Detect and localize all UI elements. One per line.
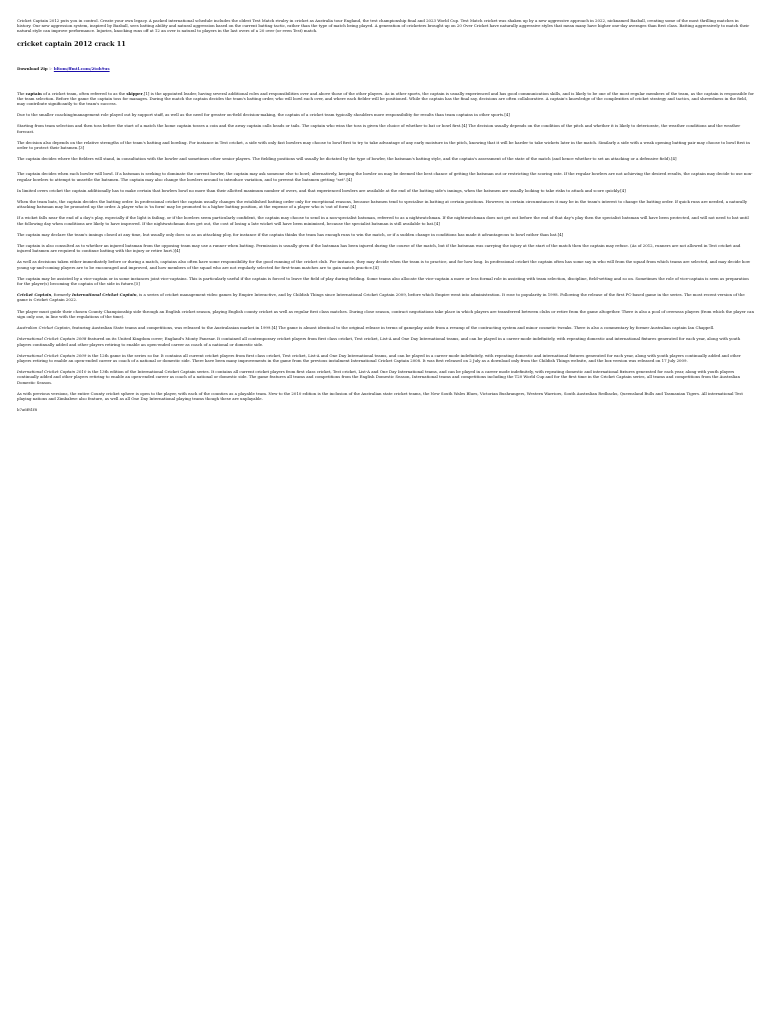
paragraph-rest: , featuring Australian State teams and competitions, was released to the Australasian market in 1999.[4] The game is almost identical to the original release in terms of gameplay aside from a revamp of the contracting system and minor cosmetic tweaks. There is also a commentary by former Australian captain Ian Chappell. <box>69 325 715 331</box>
paragraph-rest: of a cricket team, often referred to as the <box>41 90 127 96</box>
paragraph-lead: The captain decides when each bowler will bowl. If a batsman is seeking to dominate the current bowler, the captain may ask someone else to bowl; alternatively, keeping the bowler on may be deemed the best chance of getting the batsman out or restricting the scoring rate. If the regular bowlers are not achieving the desired results, the captain may decide to use non-regular bowlers to attempt to unsettle the batsmen. The captain may also change the bowlers around to introduce variation, and to prevent the batsmen getting "set".[4] <box>17 171 753 182</box>
paragraph-lead: The captain decides where the fielders will stand, in consultation with the bowler and sometimes other senior players. The fielding positions will usually be dictated by the type of bowler, the batsman's batting style, and the captain's assessment of the state of the match (and hence whether to set an attacking or a defensive field).[4] <box>17 156 677 162</box>
article-body <box>17 91 754 402</box>
article-paragraph <box>17 91 754 107</box>
paragraph-lead: Starting from team selection and then toss before the start of a match the home captain tosses a coin and the away captain calls heads or tails. The captain who wins the toss is given the choice of whether to bat or bowl first.[4] The decision usually depends on the condition of the pitch and whether it is likely to deteriorate, the weather conditions and the weather forecast. <box>17 123 741 134</box>
paragraph-bold: Cricket Captain <box>17 292 52 298</box>
paragraph-lead: The player must guide their chosen County Championship side through an English cricket season, playing English county cricket as well as regular first class matches. During close season, contract negotiations take place in which players are transferred between clubs or retire from the game altogether. There is also a pool of overseas players (from which the player can sign only one, in line with the regulations of the time). <box>17 308 754 319</box>
article-paragraph <box>17 188 754 193</box>
paragraph-bold2: skipper <box>126 90 143 96</box>
paragraph-rest2: , is a series of cricket management video games by Empire Interactive, and by Childish Things since International Cricket Captain 2009, before which Empire went into administration. It rose to popularity in 1998. Following the release of the first PC-based game in the series. The most recent version of the game is Cricket Captain 2022. <box>17 292 745 303</box>
download-label: Download Zip <box>17 65 48 71</box>
paragraph-rest: , formerly <box>51 292 72 298</box>
article-paragraph <box>17 276 754 286</box>
paragraph-lead: Due to the smaller coaching/management role played out by support staff, as well as the need for greater on-field decision-making, the captain of a cricket team typically shoulders more responsibility for results than team captains in other sports.[4] <box>17 112 510 118</box>
article-paragraph <box>17 259 754 269</box>
article-paragraph <box>17 140 754 150</box>
article-paragraph <box>17 123 754 133</box>
article-paragraph <box>17 215 754 225</box>
download-connector: ☞ <box>47 65 54 71</box>
article-paragraph <box>17 112 754 117</box>
article-paragraph <box>17 292 754 302</box>
paragraph-lead: The captain may declare the team's innings closed at any time, but usually only does so as an attacking ploy, for instance if the captain thinks the team has enough runs to win the match, or if a sudden change in conditions has made it advantageous to bowl rather than bat.[4] <box>17 231 564 237</box>
paragraph-rest2: ,[1] is the appointed leader, having several additional roles and responsibilities over and above those of the other players. As in other sports, the captain is usually experienced and has good communication skills, and is likely to be one of the most regular members of the team, as the captain is responsible for the team selection. Before the game the captain toss for manages. During the match the captain decides the team's batting order, who will bowl each over, and where each fielder will be positioned. While the captain has the final say, decisions are often collaborative. A captain's knowledge of the complexities of cricket strategy and tactics, and shrewdness in the field, may contribute significantly to the team's success. <box>17 90 754 107</box>
article-paragraph <box>17 391 754 401</box>
article-paragraph <box>17 309 754 319</box>
paragraph-lead: In limited overs cricket the captain additionally has to make certain that bowlers bowl no more than their allotted maximum number of overs, and that experienced bowlers are available at the end of the batting side's innings, when the batsmen are usually looking to take risks to attack and score quickly.[4] <box>17 187 626 193</box>
paragraph-lead: If a wicket falls near the end of a day's play, especially if the light is failing, or if the bowlers seem particularly confident, the captain may choose to send in a non-specialist batsman, referred to as a nightwatchman. If the nightwatchman does not get out before the end of that day's play then the specialist batsman will have been protected, and will not need to bat until the following day when conditions are likely to have improved. If the nightwatchman does get out, the cost of losing a late wicket will have been minimised, because the specialist batsman is still available to bat.[4] <box>17 215 749 226</box>
paragraph-bold: captain <box>25 90 42 96</box>
paragraph-lead: When the team bats, the captain decides the batting order. In professional cricket the captain usually changes the established batting order only for exceptional reasons, because batsmen tend to specialise in batting at certain positions. However, in certain circumstances it may be in the team's interest to change the batting order. If quick runs are needed, a naturally attacking batsman may be promoted up the order. A player who is 'in form' may be promoted to a higher batting position, at the expense of a player who is 'out of form'.[4] <box>17 199 748 210</box>
article-paragraph <box>17 156 754 161</box>
paragraph-lead: The decision also depends on the relative strengths of the team's batting and bowling. For instance in Test cricket, a side with only fast bowlers may choose to bowl first to try to take advantage of any early moisture in the pitch, knowing that it will be harder to take wickets later in the match. Similarly a side with a weak opening batting pair may choose to bowl first in order to protect their batsmen.[3] <box>17 139 750 151</box>
page-title: cricket captain 2012 crack 11 <box>17 39 126 48</box>
article-paragraph <box>17 325 754 330</box>
article-paragraph <box>17 199 754 209</box>
footer-hash: b7a6f81f8 <box>17 407 38 413</box>
paragraph-italic: International Cricket Captain 2010 <box>17 369 87 375</box>
paragraph-lead: As well as decisions taken either immediately before or during a match, captains also often have some responsibility for the good running of the cricket club. For instance, they may decide when the team is to practice, and for how long. In professional cricket the captain often has some say in who will from the squad from which teams are selected, and may decide how young up-and-coming players are to be encouraged and improved, and how members of the squad who are not regularly selected for first-team matches are to gain match practice.[4] <box>17 259 751 270</box>
article-paragraph <box>17 243 754 253</box>
paragraph-lead: The captain is also consulted as to whether an injured batsman from the opposing team may use a runner when batting. Permission is usually given if the batsman has been injured during the course of the match, but if the batsman was carrying the injury at the start of the match then the captain may refuse. (As of 2012, runners are not allowed in Test cricket and injured batsmen are required to continue batting with the injury or retire hurt.)[4] <box>17 243 741 254</box>
paragraph-italic: International Cricket Captain 2009 <box>17 352 87 358</box>
article-paragraph <box>17 369 754 385</box>
article-paragraph <box>17 171 754 181</box>
paragraph-lead: As with previous versions, the entire County cricket sphere is open to the player, with each of the counties as a playable team. New to the 2010 edition is the inclusion of the Australian state cricket teams, the New South Wales Blues, Victorian Bushrangers, Western Warriors, South Australian Redbacks, Queensland Bulls and Tasmanian Tigers. All international Test playing nations and Zimbabwe also feature, as well as all One Day International playing teams though these are unplayable. <box>17 390 743 401</box>
paragraph-italic: Australian Cricket Captain <box>17 325 70 331</box>
paragraph-italic: International Cricket Captain 2008 <box>17 336 87 342</box>
paragraph-bold2: International Cricket Captain <box>71 292 137 298</box>
article-paragraph <box>17 353 754 363</box>
article-paragraph <box>17 336 754 346</box>
paragraph-rest: is the 12th game in the series so far. It contains all current cricket players from first class cricket, Test cricket, List-A and One Day International teams, and can be played in a career mode indefinitely, with repeating domestic and international fixtures generated for each year, along with youth players continually added and other players retiring to enable an open-ended career as coach of a national or domestic side. There have been many improvements in the game from the previous instalment International Cricket Captain 2008. It was first released on 2 July as a download only from the Childish Things website, and the box version was released on 17 July 2009. <box>17 352 741 363</box>
paragraph-lead: The captain may be assisted by a vice-captain or in some instances joint vice-captains. This is particularly useful if the captain is forced to leave the field of play during fielding. Some teams also allocate the vice-captain a more or less formal role in assisting with team selection, discipline, field-setting and so on. Sometimes the role of vice-captain is seen as preparation for the player(s) becoming the captain of the side in future.[5] <box>17 275 749 287</box>
download-link[interactable]: bltom/ffmtl.com/2toh9us <box>53 65 110 71</box>
intro-paragraph: Cricket Captain 2012 puts you in control. Create your own legacy. A packed international schedule includes the oldest Test Match rivalry in cricket as Australia tour England, the test championship final and 2023 World Cup. Test Match cricket was shaken up by a new aggressive approach in 2022, nicknamed Bazball, creating some of the most thrilling matches in history. Our new aggression system, inspired by Bazball, sees batting ability and natural aggression based on the current batting tactic, rather than the type of match being played. A generation of cricketers brought up on 20 Over Cricket have naturally aggressive styles that mean many have higher one-day averages than first class. Batting aggressively to match their natural style can improve performance. Injuries, knocking runs off at 12 an over is natural to players in the last overs of a 20 over (or even Test) match. <box>17 18 750 34</box>
download-line <box>17 66 754 71</box>
paragraph-rest: is the 13th edition of the International Cricket Captain series. It contains all current cricket players from first class cricket, Test cricket, List-A and One Day International teams, and can be played in a career mode indefinitely, with repeating domestic and international fixtures generated for each year, along with youth players continually added and other players retiring to enable an open-ended career as coach of a national or domestic side. The game features all teams and competitions from the English Domestic Season, International teams and competitions including the T20 World Cup and for the first time in the Cricket Captain series, all teams and competitions from the Australian Domestic Season. <box>17 369 740 385</box>
article-paragraph <box>17 232 754 237</box>
paragraph-lead: The <box>17 90 26 96</box>
paragraph-rest: featured on its United Kingdom cover; England's Monty Panesar. It contained all contemporary cricket players from first class cricket, Test cricket, List-A and One Day International teams, and can be played in a career mode indefinitely, with repeating domestic and international fixtures generated for each year, along with youth players continually added and other players retiring to enable an open-ended career as coach of a national or domestic side. <box>17 336 741 347</box>
document-page <box>0 0 770 412</box>
